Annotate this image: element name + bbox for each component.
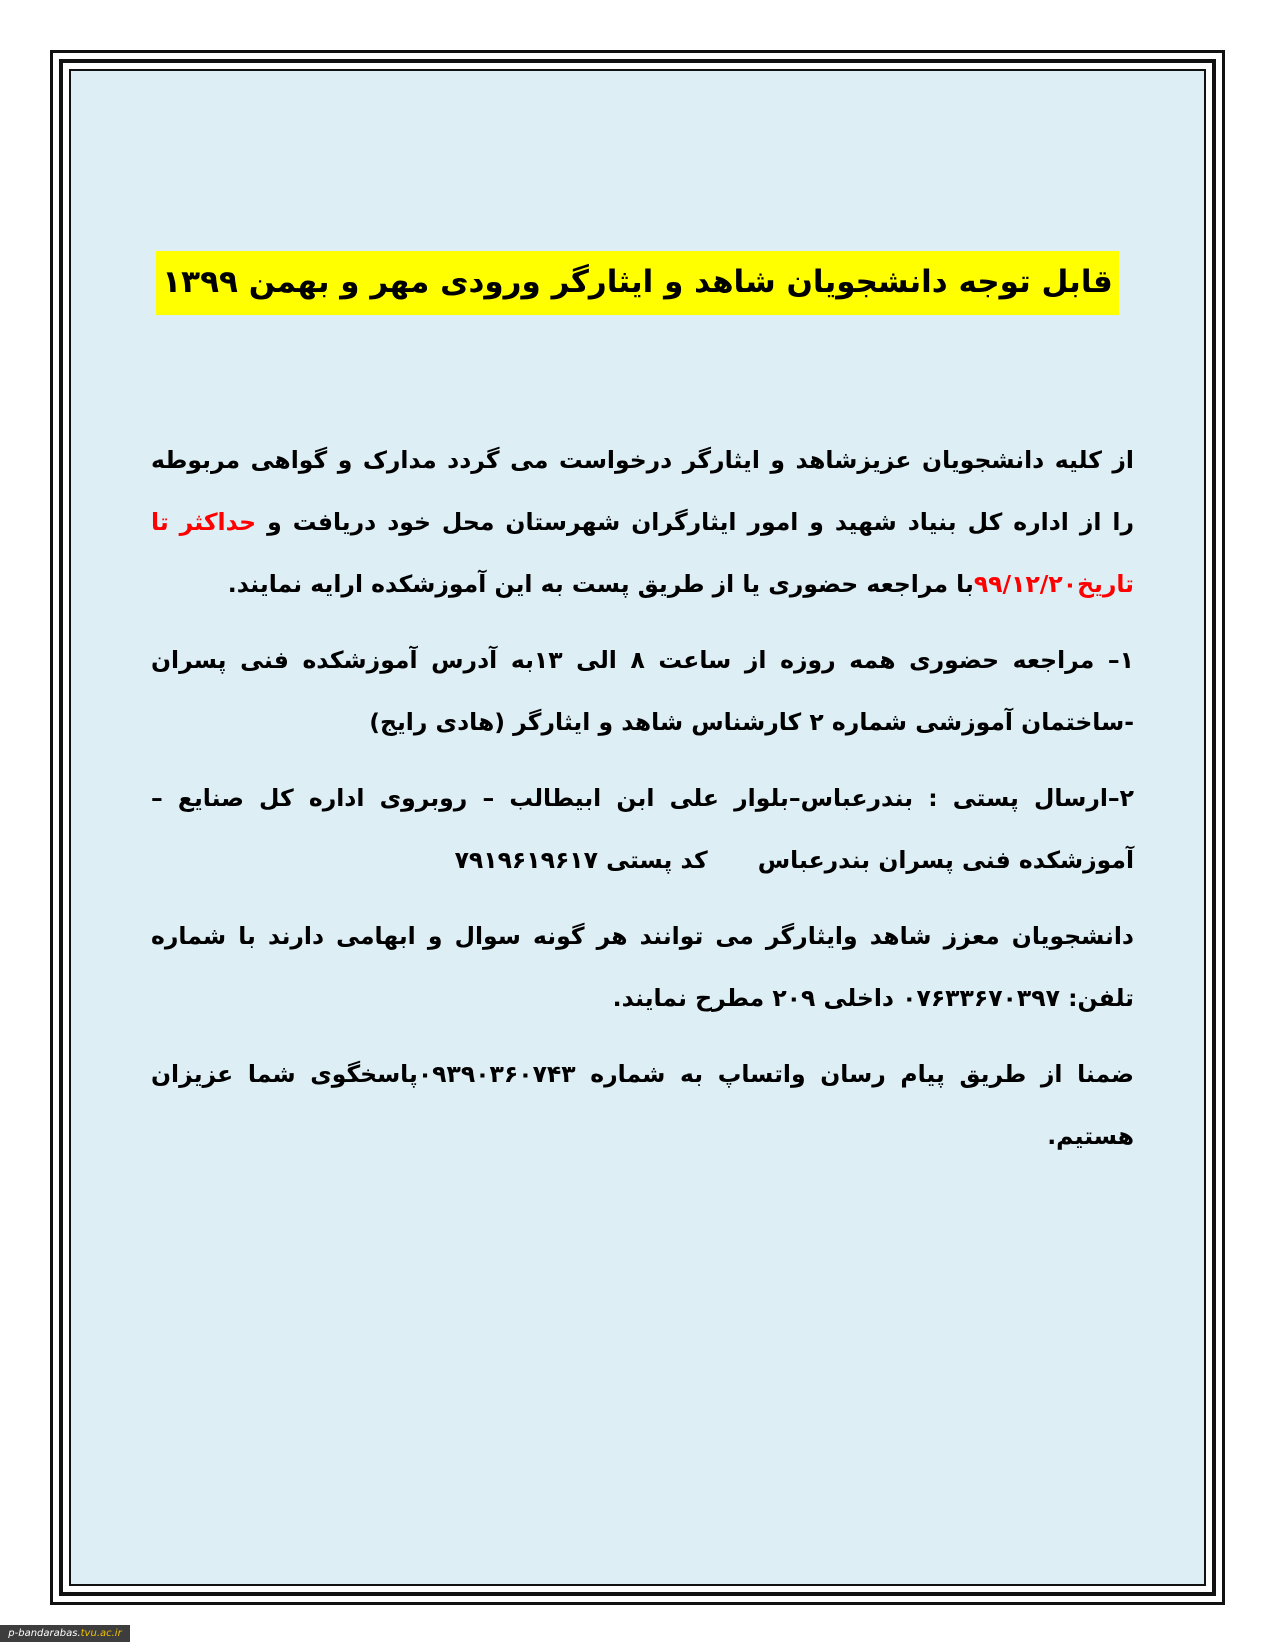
intro-paragraph	[151, 429, 1134, 615]
page-frame-inner	[69, 69, 1206, 1586]
site-watermark	[0, 1625, 130, 1642]
watermark-prefix: p-bandarabas.	[8, 1628, 81, 1639]
intro-text-start: از کلیه دانشجویان عزیزشاهد و ایثارگر درخواست می گردد مدارک و گواهی مربوطه را از اداره کل بنیاد شهید و امور ایثارگران شهرستان محل خود دریافت و	[151, 446, 1134, 536]
whatsapp-paragraph: ضمنا از طریق پیام رسان واتساپ به شماره ۰۹۳۹۰۳۶۰۷۴۳پاسخگوی شما عزیزان هستیم.	[151, 1060, 1134, 1150]
deadline-text: حداکثر تا تاریخ۹۹/۱۲/۲۰	[151, 508, 1134, 598]
intro-text-end: با مراجعه حضوری یا از طریق پست به این آموزشکده ارایه نمایند.	[227, 570, 974, 598]
postal-address: ۲–ارسال پستی : بندرعباس–بلوار علی ابن ابیطالب – روبروی اداره کل صنایع – آموزشکده فنی پسران بندرعباس	[151, 784, 1134, 874]
announcement-title: قابل توجه دانشجویان شاهد و ایثارگر ورودی مهر و بهمن ۱۳۹۹	[156, 251, 1119, 315]
title-wrapper	[71, 251, 1204, 315]
postal-code: کد پستی ۷۹۱۹۶۱۹۶۱۷	[454, 846, 708, 874]
page-frame-middle	[59, 59, 1216, 1596]
postal-paragraph	[151, 767, 1134, 891]
contact-paragraph: دانشجویان معزز شاهد وایثارگر می توانند هر گونه سوال و ابهامی دارند با شماره تلفن: ۰۷۶۳۳۶۷۰۳۹۷ داخلی ۲۰۹ مطرح نمایند.	[151, 922, 1134, 1012]
announcement-body	[151, 429, 1134, 1181]
in-person-paragraph: ۱– مراجعه حضوری همه روزه از ساعت ۸ الی ۱۳به آدرس آموزشکده فنی پسران -ساختمان آموزشی شماره ۲ کارشناس شاهد و ایثارگر (هادی رایج)	[151, 646, 1134, 736]
page-frame-outer	[50, 50, 1225, 1605]
announcement-content	[71, 71, 1204, 1584]
watermark-domain: tvu.ac.ir	[80, 1628, 122, 1639]
